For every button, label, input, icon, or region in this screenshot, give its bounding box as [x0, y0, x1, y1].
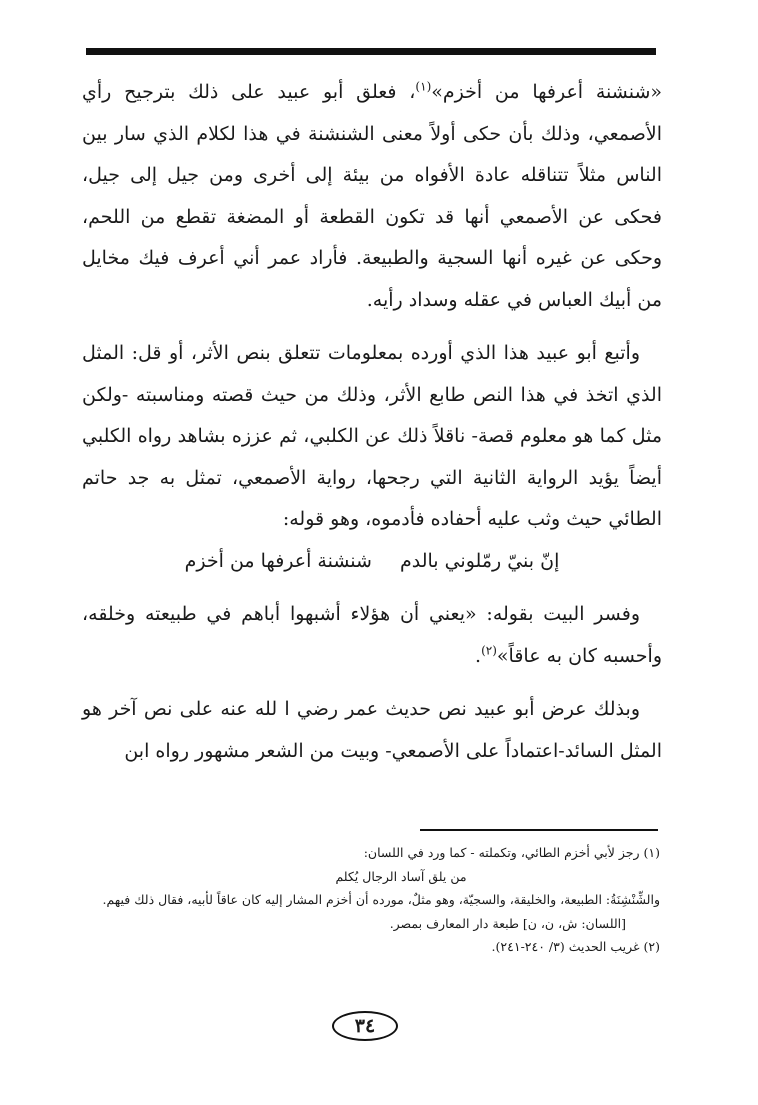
footnote-ref-1[interactable]: (١)	[415, 79, 432, 94]
footnote-ref-2[interactable]: (٢)	[481, 643, 497, 658]
paragraph-3-end: .	[475, 644, 482, 667]
paragraph-3	[82, 594, 662, 677]
footnotes	[82, 841, 660, 959]
verse	[82, 541, 662, 583]
page-number: ٣٤	[332, 1011, 398, 1041]
paragraph-1-opening: «شنشنة أعرفها من أخزم»	[431, 81, 662, 103]
footnote-1-line-3: والشِّنْشِنَةُ: الطبيعة، والخليقة، والسجيّة، وهو مثلٌ، مورده أن أخزم المشار إليه كان عاقاً لأبيه، فقال ذلك فيهم.	[102, 892, 660, 907]
footnote-separator	[420, 829, 658, 831]
paragraph-1	[82, 72, 662, 321]
top-rule	[86, 48, 656, 55]
main-text	[82, 72, 662, 772]
paragraph-1-text: ، فعلق أبو عبيد على ذلك بترجيح رأي الأصمعي، وذلك بأن حكى أولاً معنى الشنشنة في هذا لكلام الذي سار بين الناس مثلاً تتناقله عادة الأفواه من بيئة إلى أخرى ومن جيل إلى جيل، فحكى عن الأصمعي أنها قد تكون القطعة أو المضغة تقطع من اللحم، وحكى عن غيره أنها السجية والطبيعة. فأراد عمر أني أعرف فيك مخايل من أبيك العباس في عقله وسداد رأيه.	[82, 81, 662, 311]
footnote-1-verse: من يلق آساد الرجال يُكلم	[335, 868, 467, 884]
paragraph-2: وأتبع أبو عبيد هذا الذي أورده بمعلومات تتعلق بنص الأثر، أو قل: المثل الذي اتخذ في هذا النص طابع الأثر، وذلك من حيث قصته ومناسبته -ولكن مثل كما هو معلوم قصة- ناقلاً ذلك عن الكلبي، ثم عززه بشاهد رواه الكلبي أيضاً يؤيد الرواية الثانية التي رجحها، رواية الأصمعي، تمثل به جد حاتم الطائي حيث وثب عليه أحفاده فأدموه، وهو قوله:	[82, 342, 662, 530]
footnote-2: (٢) غريب الحديث (٣/ ٢٤٠-٢٤١).	[491, 939, 660, 954]
verse-second-half: شنشنة أعرفها من أخزم	[184, 549, 372, 572]
footnote-1-line-1: (١) رجز لأبي أخزم الطائي، وتكملته - كما ورد في اللسان:	[363, 845, 660, 860]
verse-first-half: إنّ بنيّ رمّلوني بالدم	[399, 549, 560, 572]
paragraph-4: وبذلك عرض أبو عبيد نص حديث عمر رضي ا لله عنه على نص آخر هو المثل السائد-اعتماداً على الأصمعي- وبيت من الشعر مشهور رواه ابن	[82, 698, 662, 762]
footnote-1-source: [اللسان: ش، ن، ن] طبعة دار المعارف بمصر.	[389, 915, 626, 931]
paragraph-3-text: وفسر البيت بقوله: «يعني أن هؤلاء أشبهوا أباهم في طبيعته وخلقه، وأحسبه كان به عاقاً»	[82, 603, 662, 667]
